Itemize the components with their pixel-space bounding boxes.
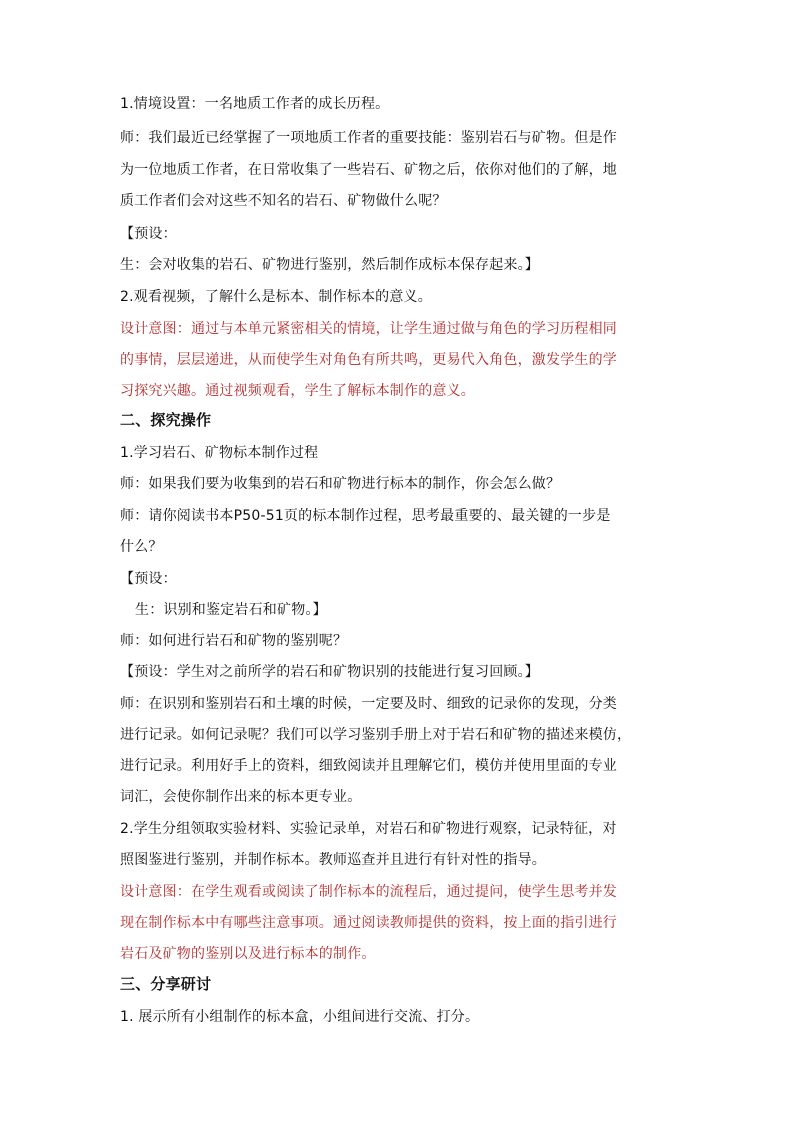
design-intent-line: 岩石及矿物的鉴别以及进行标本的制作。	[120, 946, 376, 962]
text-line: 1.情境设置：一名地质工作者的成长历程。	[120, 96, 390, 112]
text-line: 师：在识别和鉴别岩石和土壤的时候，一定要及时、细致的记录你的发现，分类	[120, 696, 617, 712]
text-line: 师：如何进行岩石和矿物的鉴别呢？	[120, 633, 348, 649]
section-heading: 三、分享研讨	[120, 975, 212, 993]
text-line: 生：会对收集的岩石、矿物进行鉴别，然后制作成标本保存起来。】	[120, 257, 539, 273]
text-line: 师：我们最近已经掌握了一项地质工作者的重要技能：鉴别岩石与矿物。但是作	[120, 130, 617, 146]
text-line: 质工作者们会对这些不知名的岩石、矿物做什么呢？	[120, 193, 447, 209]
text-line: 进行记录。利用好手上的资料，细致阅读并且理解它们，模仿并使用里面的专业	[120, 758, 617, 774]
text-line: 2.学生分组领取实验材料、实验记录单，对岩石和矿物进行观察，记录特征，对	[120, 821, 617, 837]
text-line: 师：如果我们要为收集到的岩石和矿物进行标本的制作，你会怎么做？	[120, 476, 561, 492]
text-line: 生：识别和鉴定岩石和矿物。】	[135, 602, 327, 618]
text-line: 【预设：学生对之前所学的岩石和矿物识别的技能进行复习回顾。】	[120, 664, 539, 680]
section-heading: 二、探究操作	[120, 411, 212, 429]
text-line: 2.观看视频，了解什么是标本、制作标本的意义。	[120, 289, 432, 305]
text-line: 【预设：	[120, 571, 177, 587]
text-line: 为一位地质工作者，在日常收集了一些岩石、矿物之后，依你对他们的了解，地	[120, 162, 617, 178]
text-line: 【预设：	[120, 226, 177, 242]
text-line: 1. 展示所有小组制作的标本盒，小组间进行交流、打分。	[120, 1009, 480, 1025]
text-line: 什么？	[120, 539, 163, 555]
text-line: 师：请你阅读书本P50-51页的标本制作过程，思考最重要的、最关键的一步是	[120, 508, 611, 524]
text-line: 1.学习岩石、矿物标本制作过程	[120, 445, 319, 461]
design-intent-line: 设计意图：通过与本单元紧密相关的情境，让学生通过做与角色的学习历程相同	[120, 321, 617, 337]
design-intent-line: 设计意图：在学生观看或阅读了制作标本的流程后，通过提问，使学生思考并发	[120, 884, 617, 900]
design-intent-line: 习探究兴趣。通过视频观看，学生了解标本制作的意义。	[120, 383, 475, 399]
design-intent-line: 的事情，层层递进，从而使学生对角色有所共鸣，更易代入角色，激发学生的学	[120, 352, 617, 368]
design-intent-line: 现在制作标本中有哪些注意事项。通过阅读教师提供的资料，按上面的指引进行	[120, 915, 617, 931]
text-line: 照图鉴进行鉴别，并制作标本。教师巡查并且进行有针对性的指导。	[120, 852, 546, 868]
text-line: 词汇，会使你制作出来的标本更专业。	[120, 789, 362, 805]
text-line: 进行记录。如何记录呢？我们可以学习鉴别手册上对于岩石和矿物的描述来模仿，	[120, 727, 632, 743]
